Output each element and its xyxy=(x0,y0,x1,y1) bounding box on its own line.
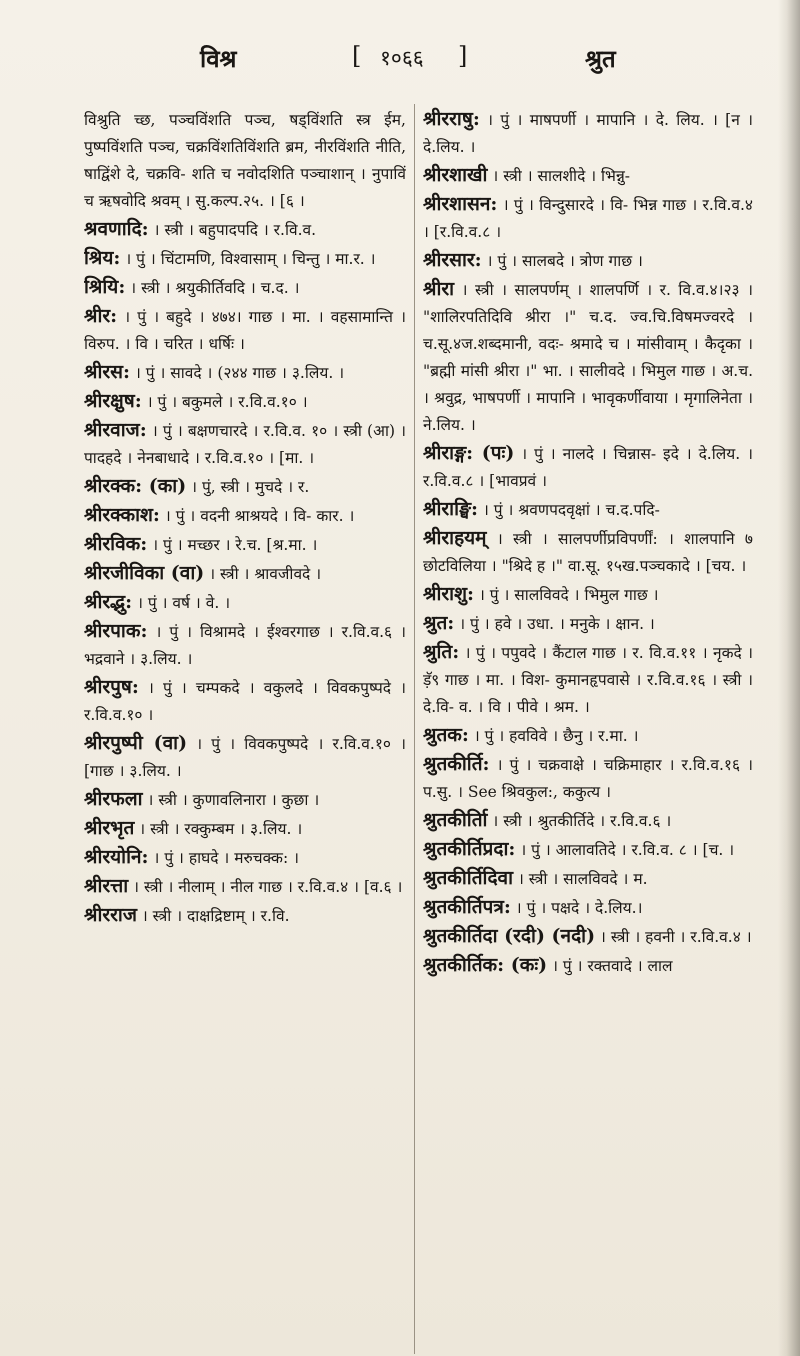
entry-definition: । पुं । बक्षणचारदे । र.वि.व. १० । स्त्री (आ) । पादहदे । नेनबाधादे । र.वि.व.१० । [मा. । xyxy=(84,422,406,467)
dictionary-entry xyxy=(84,815,406,843)
entry-definition: । स्त्री । नीलाम् । नील गाछ । र.वि.व.४ । [व.६ । xyxy=(133,878,403,896)
entry-headword: श्रीरत्ता xyxy=(84,875,129,897)
entry-headword: श्रीरवाज: xyxy=(84,419,147,441)
entry-definition: । स्त्री । दाक्षद्रिष्टाम् । र.वि. xyxy=(141,907,290,925)
entry-definition: । पुं । मच्छर । रे.च. [श्र.मा. । xyxy=(152,536,318,554)
entry-definition: । पुं । विन्दुसारदे । वि- भिन्न गाछ । र.वि.व.४ । [र.वि.व.८ । xyxy=(423,196,753,241)
entry-headword: श्रुतकीर्तिदिवा xyxy=(423,867,514,889)
dictionary-entry xyxy=(84,388,406,416)
entry-headword: श्रीरपुष: xyxy=(84,676,139,698)
dictionary-entry xyxy=(84,531,406,559)
entry-definition: । पुं । पपुवदे । कैंटाल गाछ । र. वि.व.११ । नृकदे । ड़ॅ९ गाछ । मा. । विश- कुमानहृपवासे । र.वि.व.१६ । स्त्री । दे.वि- व. । वि । पीवे । श्रम. । xyxy=(423,644,753,716)
entry-headword: श्रुतकीर्तिपत्र: xyxy=(423,896,511,918)
dictionary-entry xyxy=(84,786,406,814)
entry-headword: श्रीरक्षुष: xyxy=(84,390,142,412)
dictionary-entry xyxy=(423,836,753,864)
entry-headword: श्रुतक: xyxy=(423,724,469,746)
dictionary-entry xyxy=(84,844,406,872)
entry-headword: श्रीराहयम् xyxy=(423,527,487,549)
entry-headword: श्रियि: xyxy=(84,276,126,298)
entry-headword: श्रीरपुष्पी (वा) xyxy=(84,732,188,754)
dictionary-entry xyxy=(84,902,406,930)
entry-headword: श्रीराङ्ग: (पः) xyxy=(423,442,515,464)
entry-headword: श्रीर: xyxy=(84,305,118,327)
entry-headword: श्रीरद्भु: xyxy=(84,591,133,613)
dictionary-entry xyxy=(84,589,406,617)
entry-headword: श्रीराङ्घि: xyxy=(423,498,479,520)
entry-definition: । पुं । पक्षदे । दे.लिय.। xyxy=(515,899,643,917)
entry-headword: श्रुतकीर्तिप्रदा: xyxy=(423,838,516,860)
entry-headword: श्रुतकीर्तिा xyxy=(423,809,488,831)
entry-definition: विश्रुति च्छ, पञ्चविंशति पञ्च, षड्विंशति स्त्र ईम, पुष्पविंशति पञ्च, चक्रविंशतिविंशति ब्रम, नीरविंशति नीति, षाद्विंशे दे, चक्रवि- शति च नवोदशिति पञ्चाशान् । नुपाविं च ऋषवोदि श्रवम् । सु.कल्प.२५. । [६ । xyxy=(84,111,406,210)
entry-headword: श्रीरयोनि: xyxy=(84,846,149,868)
entry-definition: । पुं । विश्रामदे । ईश्वरगाछ । र.वि.व.६ । भद्रवाने । ३.लिय. । xyxy=(84,623,406,668)
dictionary-entry xyxy=(423,722,753,750)
dictionary-entry xyxy=(423,952,753,980)
dictionary-entry xyxy=(84,245,406,273)
entry-definition: । स्त्री । हवनी । र.वि.व.४ । xyxy=(600,928,752,946)
entry-definition: । स्त्री । श्रयुकीर्तिवदि । च.द. । xyxy=(130,279,300,297)
entry-headword: श्रीरस: xyxy=(84,361,131,383)
entry-definition: । पुं । आलावतिदे । र.वि.व. ८ । [च. । xyxy=(520,841,735,859)
header-right-word: श्रुत xyxy=(585,44,616,73)
entry-definition: । पुं । वर्ष । वे. । xyxy=(137,594,231,612)
dictionary-entry xyxy=(84,106,406,215)
dictionary-entry xyxy=(423,276,753,439)
entry-headword: श्रुतकीर्तिक: (कः) xyxy=(423,954,548,976)
entry-headword: श्रीरक्काश: xyxy=(84,504,160,526)
dictionary-entry xyxy=(84,216,406,244)
dictionary-entry xyxy=(84,359,406,387)
dictionary-entry xyxy=(423,807,753,835)
entry-headword: श्रीरा xyxy=(423,278,455,300)
dictionary-entry xyxy=(423,581,753,609)
dictionary-entry xyxy=(423,923,753,951)
entry-headword: श्रीरसार: xyxy=(423,249,482,271)
entry-definition: । पुं । रक्तवादे । लाल xyxy=(552,957,673,975)
header-bracket-left: [ xyxy=(352,42,362,70)
dictionary-entry xyxy=(423,496,753,524)
entry-definition: । पुं । हाघदे । मरुचक्क: । xyxy=(153,849,299,867)
entry-definition: । स्त्री । कुणावलिनारा । कुछा । xyxy=(147,791,320,809)
entry-definition: । पुं । नालदे । चिन्नास- इदे । दे.लिय. । र.वि.व.८ । [भावप्रवं । xyxy=(423,445,753,490)
entry-headword: श्रीरफला xyxy=(84,788,143,810)
entry-definition: । पुं । हवविवे । छैनु । र.मा. । xyxy=(473,727,639,745)
entry-definition: । पुं । सालबदे । त्रोण गाछ । xyxy=(486,252,643,270)
column-divider xyxy=(414,104,415,1354)
entry-headword: श्रीरशाखी xyxy=(423,164,488,186)
entry-definition: । पुं । चिंटामणि, विश्वासाम् । चिन्तु । मा.र. । xyxy=(125,250,376,268)
entry-headword: श्रिय: xyxy=(84,247,121,269)
dictionary-entry xyxy=(423,440,753,495)
entry-headword: श्रीरराज xyxy=(84,904,137,926)
dictionary-entry xyxy=(423,162,753,190)
dictionary-entry xyxy=(84,274,406,302)
left-column xyxy=(84,106,406,1346)
entry-definition: । स्त्री । बहुपादपदि । र.वि.व. xyxy=(153,221,317,239)
dictionary-entry xyxy=(84,560,406,588)
entry-definition: । पुं । माषपर्णी । मापानि । दे. लिय. । [न । दे.लिय. । xyxy=(423,111,753,156)
entry-definition: । पुं, स्त्री । मुचदे । र. xyxy=(191,478,310,496)
entry-headword: श्रुतकीर्तिदा (रदी) (नदी) xyxy=(423,925,596,947)
header-bracket-right: ] xyxy=(458,42,468,70)
dictionary-entry xyxy=(84,873,406,901)
page-spine-shadow xyxy=(778,0,800,1356)
dictionary-entry xyxy=(423,525,753,580)
dictionary-entry xyxy=(84,674,406,729)
page-number: १०६६ xyxy=(380,46,424,70)
entry-headword: श्रुतकीर्ति: xyxy=(423,753,490,775)
entry-definition: । स्त्री । श्रावजीवदे । xyxy=(209,565,322,583)
dictionary-entry xyxy=(423,894,753,922)
entry-definition: । स्त्री । सालपर्णीप्रविपर्णीं: । शालपानि ७ छोटविलिया । "श्रिदे ह ।" वा.सू. १५ख.पञ्चकादे । [चय. । xyxy=(423,530,753,575)
entry-headword: श्रीरराषु: xyxy=(423,108,480,130)
entry-definition: । स्त्री । सालपर्णम् । शालपर्णि । र. वि.व.४।२३ । "शालिरपतिदिवि श्रीरा ।" च.द. ज्व.चि.विषमज्वरदे । च.सू.४ज.शब्दमानी, वदः- श्रमादे च । मांसीवाम् । कैदृका । "ब्रह्मी मांसी श्रीरा ।" भा. । सालीवदे । भिमुल गाछ । अ.च. । श्रवुद्र, भाषपर्णी । मापानि । भावृकर्णीवाया । मृगालिनेता ।ने.लिय. । xyxy=(423,281,753,434)
entry-definition: । पुं । चम्पकदे । वकुलदे । विवकपुष्पदे । र.वि.व.१० । xyxy=(84,679,406,724)
entry-headword: श्रवणादि: xyxy=(84,218,149,240)
dictionary-entry xyxy=(84,618,406,673)
entry-definition: । पुं । सालविवदे । भिमुल गाछ । xyxy=(478,586,659,604)
dictionary-entry xyxy=(84,473,406,501)
entry-headword: श्रीरविक: xyxy=(84,533,148,555)
entry-definition: । पुं । श्रवणपदवृक्षां । च.द.पदि- xyxy=(482,501,660,519)
entry-definition: । स्त्री । रक्कुम्बम । ३.लिय. । xyxy=(139,820,303,838)
entry-definition: । पुं । वदनी श्राश्रयदे । वि- कार. । xyxy=(164,507,355,525)
entry-headword: श्रीरपाक: xyxy=(84,620,148,642)
entry-definition: । स्त्री । सालशीदे । भिन्नु- xyxy=(492,167,631,185)
dictionary-entry xyxy=(84,730,406,785)
entry-definition: । पुं । विवकपुष्पदे । र.वि.व.१० । [गाछ । ३.लिय. । xyxy=(84,735,406,780)
dictionary-entry xyxy=(84,303,406,358)
dictionary-entry xyxy=(84,502,406,530)
entry-headword: श्रीरभृत xyxy=(84,817,135,839)
dictionary-entry xyxy=(423,247,753,275)
entry-headword: श्रीरक्क: (का) xyxy=(84,475,187,497)
entry-headword: श्रीराशु: xyxy=(423,583,474,605)
dictionary-entry xyxy=(423,639,753,721)
entry-headword: श्रीरशासन: xyxy=(423,193,498,215)
entry-headword: श्रुत: xyxy=(423,612,455,634)
dictionary-entry xyxy=(423,751,753,806)
right-column xyxy=(423,106,753,1346)
entry-definition: । स्त्री । श्रुतकीर्तिदे । र.वि.व.६ । xyxy=(492,812,672,830)
entry-definition: । पुं । सावदे । (२४४ गाछ । ३.लिय. । xyxy=(134,364,345,382)
header-left-word: विश्र xyxy=(200,44,237,73)
dictionary-entry xyxy=(423,865,753,893)
entry-definition: । पुं । चक्रवाक्षे । चक्रिमाहार । र.वि.व.१६ । प.सु. । See श्रिवकुल:, ककुत्य । xyxy=(423,756,753,801)
dictionary-entry xyxy=(423,610,753,638)
entry-definition: । पुं । बहुदे । ४७४। गाछ । मा. । वहसामान्ति । विरुप. । वि । चरित । धर्षिः । xyxy=(84,308,406,353)
dictionary-entry xyxy=(423,106,753,161)
entry-headword: श्रुति: xyxy=(423,641,460,663)
entry-definition: । पुं । हवे । उधा. । मनुके । क्षान. । xyxy=(459,615,655,633)
entry-headword: श्रीरजीविका (वा) xyxy=(84,562,205,584)
entry-definition: । स्त्री । सालविवदे । म. xyxy=(517,870,648,888)
entry-definition: । पुं । बकुमले । र.वि.व.१० । xyxy=(146,393,308,411)
dictionary-entry xyxy=(84,417,406,472)
page-header xyxy=(0,42,800,82)
dictionary-entry xyxy=(423,191,753,246)
